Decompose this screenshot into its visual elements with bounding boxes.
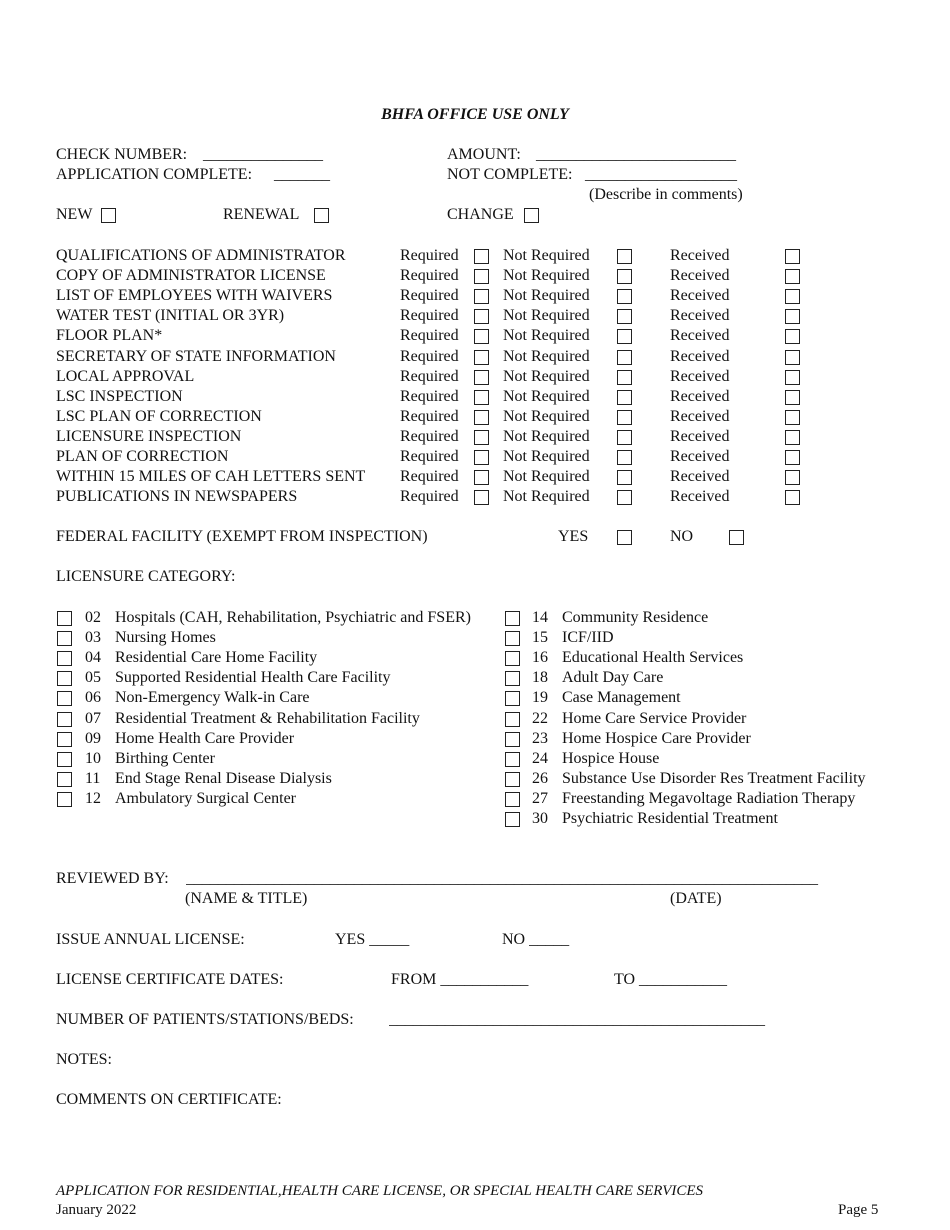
required-checkbox[interactable]	[474, 370, 489, 385]
not-required-checkbox[interactable]	[617, 269, 632, 284]
not-complete-label: NOT COMPLETE:	[447, 166, 573, 183]
category-checkbox[interactable]	[505, 812, 520, 827]
required-label: Required	[400, 347, 459, 365]
required-label: Required	[400, 307, 459, 325]
issue-yes-field[interactable]: YES _____	[335, 931, 410, 948]
received-checkbox[interactable]	[785, 450, 800, 465]
received-label: Received	[670, 287, 730, 305]
not-required-label: Not Required	[503, 468, 590, 486]
not-required-label: Not Required	[503, 247, 590, 264]
category-code: 22	[532, 709, 548, 727]
application-complete-field[interactable]: _______	[274, 166, 330, 183]
not-required-label: Not Required	[503, 407, 590, 425]
category-checkbox[interactable]	[505, 732, 520, 747]
new-label: NEW	[56, 206, 93, 223]
amount-field[interactable]: _________________________	[536, 146, 736, 163]
required-checkbox[interactable]	[474, 390, 489, 405]
category-code: 12	[85, 789, 101, 807]
category-checkbox[interactable]	[57, 631, 72, 646]
category-code: 23	[532, 729, 548, 747]
not-required-checkbox[interactable]	[617, 329, 632, 344]
category-code: 26	[532, 769, 548, 787]
issue-annual-license-label: ISSUE ANNUAL LICENSE:	[56, 931, 245, 948]
required-label: Required	[400, 427, 459, 445]
category-code: 30	[532, 810, 548, 827]
not-required-label: Not Required	[503, 387, 590, 405]
checklist-item-label: PUBLICATIONS IN NEWSPAPERS	[56, 488, 298, 506]
category-code: 27	[532, 789, 548, 807]
not-required-label: Not Required	[503, 287, 590, 305]
category-code: 19	[532, 689, 548, 707]
federal-no-checkbox[interactable]	[729, 530, 744, 545]
category-checkbox[interactable]	[505, 752, 520, 767]
not-required-checkbox[interactable]	[617, 390, 632, 405]
category-label: Hospice House	[562, 749, 660, 767]
required-checkbox[interactable]	[474, 309, 489, 324]
licensure-category-heading: LICENSURE CATEGORY:	[56, 568, 236, 585]
received-checkbox[interactable]	[785, 309, 800, 324]
category-label: End Stage Renal Disease Dialysis	[115, 769, 332, 787]
not-required-label: Not Required	[503, 448, 590, 465]
checklist-item-label: COPY OF ADMINISTRATOR LICENSE	[56, 267, 326, 285]
category-label: Community Residence	[562, 609, 709, 626]
required-label: Required	[400, 448, 459, 465]
received-label: Received	[670, 307, 730, 325]
received-checkbox[interactable]	[785, 350, 800, 365]
category-code: 09	[85, 729, 101, 747]
not-required-checkbox[interactable]	[617, 410, 632, 425]
required-checkbox[interactable]	[474, 430, 489, 445]
category-checkbox[interactable]	[57, 732, 72, 747]
not-required-label: Not Required	[503, 307, 590, 325]
received-label: Received	[670, 468, 730, 486]
required-checkbox[interactable]	[474, 410, 489, 425]
checklist-item-label: FLOOR PLAN*	[56, 327, 163, 345]
application-complete-label: APPLICATION COMPLETE:	[56, 166, 253, 183]
not-required-label: Not Required	[503, 488, 590, 506]
category-checkbox[interactable]	[57, 611, 72, 626]
category-label: Substance Use Disorder Res Treatment Facility	[562, 769, 866, 787]
change-checkbox[interactable]	[524, 208, 539, 223]
not-required-label: Not Required	[503, 367, 590, 385]
required-label: Required	[400, 367, 459, 385]
date-caption: (DATE)	[670, 890, 722, 907]
footer-form-title: APPLICATION FOR RESIDENTIAL,HEALTH CARE LICENSE, OR SPECIAL HEALTH CARE SERVICES	[56, 1183, 704, 1199]
category-code: 03	[85, 629, 101, 647]
category-code: 05	[85, 669, 101, 687]
checklist-item-label: PLAN OF CORRECTION	[56, 448, 229, 465]
category-checkbox[interactable]	[505, 651, 520, 666]
received-label: Received	[670, 448, 730, 465]
not-required-label: Not Required	[503, 427, 590, 445]
category-code: 14	[532, 609, 548, 626]
not-required-checkbox[interactable]	[617, 309, 632, 324]
category-label: Ambulatory Surgical Center	[115, 789, 296, 807]
issue-no-field[interactable]: NO _____	[502, 931, 570, 948]
received-label: Received	[670, 247, 730, 264]
category-code: 07	[85, 709, 101, 727]
received-checkbox[interactable]	[785, 490, 800, 505]
license-dates-label: LICENSE CERTIFICATE DATES:	[56, 971, 284, 988]
category-code: 06	[85, 689, 101, 707]
category-code: 11	[85, 769, 101, 787]
renewal-checkbox[interactable]	[314, 208, 329, 223]
required-checkbox[interactable]	[474, 450, 489, 465]
required-label: Required	[400, 247, 459, 264]
not-required-checkbox[interactable]	[617, 430, 632, 445]
footer-date: January 2022	[56, 1202, 137, 1218]
required-label: Required	[400, 327, 459, 345]
required-checkbox[interactable]	[474, 470, 489, 485]
not-required-label: Not Required	[503, 267, 590, 285]
category-label: Home Hospice Care Provider	[562, 729, 751, 747]
category-checkbox[interactable]	[505, 691, 520, 706]
not-required-label: Not Required	[503, 347, 590, 365]
category-checkbox[interactable]	[57, 712, 72, 727]
category-label: Non-Emergency Walk-in Care	[115, 689, 310, 707]
category-code: 15	[532, 629, 548, 647]
category-label: Psychiatric Residential Treatment	[562, 810, 778, 827]
category-code: 24	[532, 749, 548, 767]
category-code: 16	[532, 649, 548, 667]
required-label: Required	[400, 468, 459, 486]
not-required-checkbox[interactable]	[617, 490, 632, 505]
category-code: 04	[85, 649, 101, 667]
received-checkbox[interactable]	[785, 430, 800, 445]
category-label: Home Health Care Provider	[115, 729, 295, 747]
checklist-item-label: QUALIFICATIONS OF ADMINISTRATOR	[56, 247, 346, 264]
not-required-checkbox[interactable]	[617, 289, 632, 304]
checklist-item-label: LSC INSPECTION	[56, 387, 183, 405]
category-checkbox[interactable]	[57, 752, 72, 767]
category-label: Residential Care Home Facility	[115, 649, 318, 667]
checklist-item-label: LIST OF EMPLOYEES WITH WAIVERS	[56, 287, 333, 305]
category-label: Freestanding Megavoltage Radiation Therapy	[562, 789, 856, 807]
category-checkbox[interactable]	[57, 671, 72, 686]
category-checkbox[interactable]	[57, 651, 72, 666]
page-title: BHFA OFFICE USE ONLY	[381, 106, 569, 123]
check-number-label: CHECK NUMBER:	[56, 146, 188, 163]
required-checkbox[interactable]	[474, 249, 489, 264]
category-checkbox[interactable]	[57, 772, 72, 787]
category-label: Birthing Center	[115, 749, 215, 767]
checklist-item-label: WATER TEST (INITIAL OR 3YR)	[56, 307, 285, 325]
category-checkbox[interactable]	[505, 631, 520, 646]
category-checkbox[interactable]	[57, 792, 72, 807]
received-checkbox[interactable]	[785, 329, 800, 344]
checklist-item-label: SECRETARY OF STATE INFORMATION	[56, 347, 336, 365]
footer-page-number: Page 5	[838, 1202, 879, 1218]
category-checkbox[interactable]	[505, 772, 520, 787]
category-checkbox[interactable]	[505, 671, 520, 686]
received-label: Received	[670, 327, 730, 345]
reviewed-by-label: REVIEWED BY:	[56, 870, 169, 887]
required-label: Required	[400, 267, 459, 285]
received-checkbox[interactable]	[785, 470, 800, 485]
change-label: CHANGE	[447, 206, 514, 223]
received-label: Received	[670, 407, 730, 425]
required-checkbox[interactable]	[474, 490, 489, 505]
received-checkbox[interactable]	[785, 410, 800, 425]
required-label: Required	[400, 488, 459, 506]
category-code: 02	[85, 609, 101, 626]
not-required-checkbox[interactable]	[617, 450, 632, 465]
received-label: Received	[670, 488, 730, 506]
amount-label: AMOUNT:	[447, 146, 521, 163]
received-checkbox[interactable]	[785, 249, 800, 264]
category-checkbox[interactable]	[505, 712, 520, 727]
category-label: Hospitals (CAH, Rehabilitation, Psychiatric and FSER)	[115, 609, 471, 626]
received-label: Received	[670, 387, 730, 405]
checklist-item-label: LSC PLAN OF CORRECTION	[56, 407, 262, 425]
federal-no-label: NO	[670, 528, 694, 545]
renewal-label: RENEWAL	[223, 206, 300, 223]
license-to-field[interactable]: TO ___________	[614, 971, 728, 988]
not-required-checkbox[interactable]	[617, 470, 632, 485]
received-checkbox[interactable]	[785, 269, 800, 284]
category-code: 10	[85, 749, 101, 767]
received-label: Received	[670, 267, 730, 285]
federal-facility-label: FEDERAL FACILITY (EXEMPT FROM INSPECTION)	[56, 528, 428, 545]
received-label: Received	[670, 347, 730, 365]
license-from-field[interactable]: FROM ___________	[391, 971, 529, 988]
not-required-label: Not Required	[503, 327, 590, 345]
received-checkbox[interactable]	[785, 289, 800, 304]
required-checkbox[interactable]	[474, 329, 489, 344]
federal-yes-checkbox[interactable]	[617, 530, 632, 545]
checklist-item-label: WITHIN 15 MILES OF CAH LETTERS SENT	[56, 468, 366, 486]
required-label: Required	[400, 387, 459, 405]
category-label: Adult Day Care	[562, 669, 664, 687]
federal-yes-label: YES	[558, 528, 589, 545]
category-checkbox[interactable]	[57, 691, 72, 706]
check-number-field[interactable]: _______________	[203, 146, 323, 163]
received-checkbox[interactable]	[785, 370, 800, 385]
received-label: Received	[670, 367, 730, 385]
category-label: Nursing Homes	[115, 629, 216, 647]
name-title-caption: (NAME & TITLE)	[185, 890, 308, 907]
required-checkbox[interactable]	[474, 350, 489, 365]
describe-note: (Describe in comments)	[589, 186, 743, 203]
category-code: 18	[532, 669, 548, 687]
received-checkbox[interactable]	[785, 390, 800, 405]
checklist-item-label: LICENSURE INSPECTION	[56, 427, 242, 445]
comments-label: COMMENTS ON CERTIFICATE:	[56, 1091, 282, 1108]
not-required-checkbox[interactable]	[617, 370, 632, 385]
category-label: Supported Residential Health Care Facility	[115, 669, 391, 687]
notes-label: NOTES:	[56, 1051, 112, 1068]
not-required-checkbox[interactable]	[617, 350, 632, 365]
category-label: Educational Health Services	[562, 649, 744, 667]
checklist-item-label: LOCAL APPROVAL	[56, 367, 195, 385]
category-label: Residential Treatment & Rehabilitation Facility	[115, 709, 420, 727]
category-label: Case Management	[562, 689, 681, 707]
category-label: Home Care Service Provider	[562, 709, 747, 727]
required-checkbox[interactable]	[474, 289, 489, 304]
required-label: Required	[400, 407, 459, 425]
new-checkbox[interactable]	[101, 208, 116, 223]
not-required-checkbox[interactable]	[617, 249, 632, 264]
reviewed-by-field[interactable]: _______________________________________________________________________________	[186, 870, 818, 887]
received-label: Received	[670, 427, 730, 445]
beds-field[interactable]: _______________________________________________	[389, 1011, 765, 1028]
required-checkbox[interactable]	[474, 269, 489, 284]
required-label: Required	[400, 287, 459, 305]
category-checkbox[interactable]	[505, 792, 520, 807]
category-label: ICF/IID	[562, 629, 614, 647]
beds-label: NUMBER OF PATIENTS/STATIONS/BEDS:	[56, 1011, 354, 1028]
not-complete-field[interactable]: ___________________	[585, 166, 737, 183]
category-checkbox[interactable]	[505, 611, 520, 626]
